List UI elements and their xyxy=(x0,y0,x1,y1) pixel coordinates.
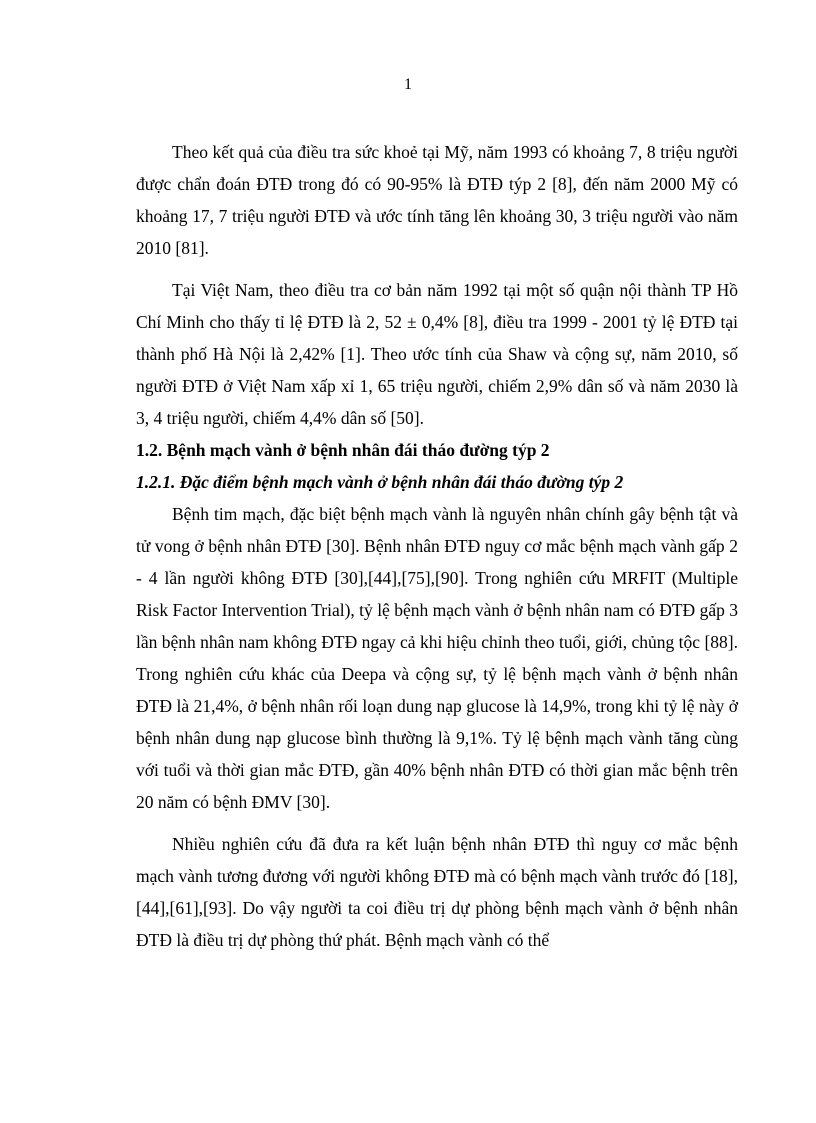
section-heading: 1.2. Bệnh mạch vành ở bệnh nhân đái tháo đường týp 2 xyxy=(136,440,550,460)
subsection-heading: 1.2.1. Đặc điểm bệnh mạch vành ở bệnh nhân đái tháo đường týp 2 xyxy=(136,472,624,492)
paragraph-conclusions: Nhiều nghiên cứu đã đưa ra kết luận bệnh nhân ĐTĐ thì nguy cơ mắc bệnh mạch vành tương đương với người không ĐTĐ mà có bệnh mạch vành trước đó [18],[44],[61],[93]. Do vậy người ta coi điều trị dự phòng bệnh mạch vành ở bệnh nhân ĐTĐ là điều trị dự phòng thứ phát. Bệnh mạch vành có thể xyxy=(136,834,738,950)
paragraph-us-survey: Theo kết quả của điều tra sức khoẻ tại Mỹ, năm 1993 có khoảng 7, 8 triệu người được chẩn đoán ĐTĐ trong đó có 90-95% là ĐTĐ týp 2 [8], đến năm 2000 Mỹ có khoảng 17, 7 triệu người ĐTĐ và ước tính tăng lên khoảng 30, 3 triệu người vào năm 2010 [81]. xyxy=(136,142,738,258)
document-body xyxy=(136,136,738,956)
page-number: 1 xyxy=(404,76,412,93)
paragraph-vietnam-survey: Tại Việt Nam, theo điều tra cơ bản năm 1992 tại một số quận nội thành TP Hồ Chí Minh cho thấy tỉ lệ ĐTĐ là 2, 52 ± 0,4% [8], điều tra 1999 - 2001 tỷ lệ ĐTĐ tại thành phố Hà Nội là 2,42% [1]. Theo ước tính của Shaw và cộng sự, năm 2010, số người ĐTĐ ở Việt Nam xấp xỉ 1, 65 triệu người, chiếm 2,9% dân số và năm 2030 là 3, 4 triệu người, chiếm 4,4% dân số [50]. xyxy=(136,280,738,428)
paragraph-cardiovascular: Bệnh tim mạch, đặc biệt bệnh mạch vành là nguyên nhân chính gây bệnh tật và tử vong ở bệnh nhân ĐTĐ [30]. Bệnh nhân ĐTĐ nguy cơ mắc bệnh mạch vành gấp 2 - 4 lần người không ĐTĐ [30],[44],[75],[90]. Trong nghiên cứu MRFIT (Multiple Risk Factor Intervention Trial), tỷ lệ bệnh mạch vành ở bệnh nhân nam có ĐTĐ gấp 3 lần bệnh nhân nam không ĐTĐ ngay cả khi hiệu chỉnh theo tuổi, giới, chủng tộc [88]. Trong nghiên cứu khác của Deepa và cộng sự, tỷ lệ bệnh mạch vành ở bệnh nhân ĐTĐ là 21,4%, ở bệnh nhân rối loạn dung nạp glucose là 14,9%, trong khi tỷ lệ này ở bệnh nhân dung nạp glucose bình thường là 9,1%. Tỷ lệ bệnh mạch vành tăng cùng với tuổi và thời gian mắc ĐTĐ, gần 40% bệnh nhân ĐTĐ có thời gian mắc bệnh trên 20 năm có bệnh ĐMV [30]. xyxy=(136,504,738,812)
